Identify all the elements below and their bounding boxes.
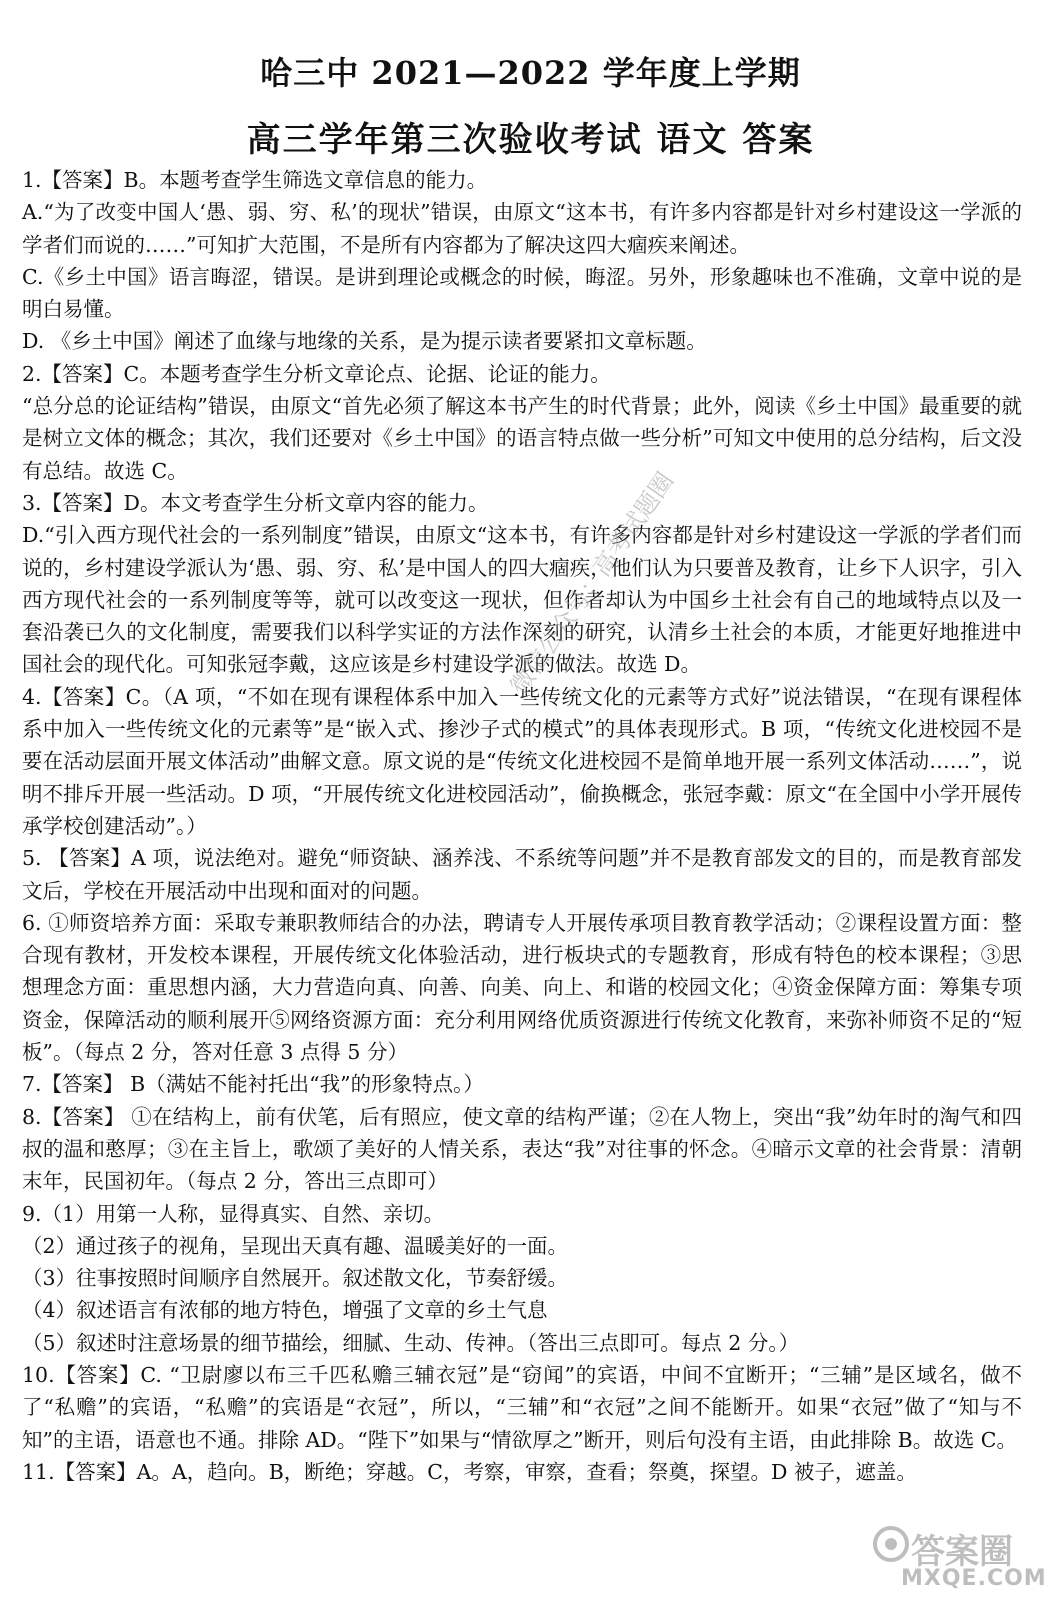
answer-paragraph: 3.【答案】D。本文考查学生分析文章内容的能力。 <box>22 490 489 515</box>
answer-paragraph: D.“引入西方现代社会的一系列制度”错误，由原文“这本书，有许多内容都是针对乡村建设这一学派的学者们而说的，乡村建设学派认为‘愚、弱、穷、私’是中国人的四大痼疾，他们认为只要普及教育，让乡下人识字，引入西方现代社会的一系列制度等等，就可以改变这一现状，但作者却认为中国乡土社会有自己的地域特点以及一套沿袭已久的文化制度，需要我们以科学实证的方法作深刻的研究，认清乡土社会的本质，才能更好地推进中国社会的现代化。可知张冠李戴，这应该是乡村建设学派的做法。故选 D。 <box>22 523 1022 677</box>
answer-body <box>22 164 1022 1488</box>
answer-paragraph: 2.【答案】C。本题考查学生分析文章论点、论据、论证的能力。 <box>22 361 611 386</box>
logo-domain: MXQE.COM <box>901 1566 1047 1591</box>
watermark: 微信公众号：高考试题圈 <box>504 467 680 700</box>
answer-paragraph: 4.【答案】C。（A 项，“不如在现有课程体系中加入一些传统文化的元素等方式好”说法错误，“在现有课程体系中加入一些传统文化的元素等”是“嵌入式、掺沙子式的模式”的具体表现形式。B 项，“传统文化进校园不是要在活动层面开展文体活动”曲解文意。原文说的是“传统文化进校园不是简单地开展一系列文体活动……”，说明不排斥开展一些活动。D 项，“开展传统文化进校园活动”，偷换概念，张冠李戴：原文“在全国中小学开展传承学校创建活动”。） <box>22 684 1022 838</box>
answer-paragraph: D. 《乡土中国》阐述了血缘与地缘的关系，是为提示读者要紧扣文章标题。 <box>22 329 707 354</box>
answer-paragraph: （4）叙述语言有浓郁的地方特色，增强了文章的乡土气息 <box>22 1298 548 1323</box>
answer-paragraph: 10.【答案】C. “卫尉廖以布三千匹私赡三辅衣冠”是“窃闻”的宾语，中间不宜断开；“三辅”是区域名，做不了“私赡”的宾语，“私赡”的宾语是“衣冠”，所以，“三辅”和“衣冠”之间不能断开。如果“衣冠”做了“知与不知”的主语，语意也不通。排除 AD。“陛下”如果与“情欲厚之”断开，则后句没有主语，由此排除 B。故选 C。 <box>22 1362 1022 1452</box>
answer-paragraph: 11.【答案】A。A，趋向。B，断绝；穿越。C，考察，审察，查看；祭奠，探望。D 被子，遮盖。 <box>22 1459 917 1484</box>
answer-paragraph: 5. 【答案】A 项，说法绝对。避免“师资缺、涵养浅、不系统等问题”并不是教育部发文的目的，而是教育部发文后，学校在开展活动中出现和面对的问题。 <box>22 846 1022 903</box>
answer-paragraph: A.“为了改变中国人‘愚、弱、穷、私’的现状”错误，由原文“这本书，有许多内容都是针对乡村建设这一学派的学者们而说的……”可知扩大范围，不是所有内容都为了解决这四大痼疾来阐述。 <box>22 200 1022 257</box>
answer-paragraph: （5）叙述时注意场景的细节描绘，细腻、生动、传神。（答出三点即可。每点 2 分。） <box>22 1330 800 1355</box>
answer-paragraph: C.《乡土中国》语言晦涩，错误。是讲到理论或概念的时候，晦涩。另外，形象趣味也不准确，文章中说的是明白易懂。 <box>22 264 1022 322</box>
answer-paragraph: 8.【答案】 ①在结构上，前有伏笔，后有照应，使文章的结构严谨；②在人物上，突出“我”幼年时的淘气和四叔的温和憨厚；③在主旨上，歌颂了美好的人情关系，表达“我”对往事的怀念。④暗示文章的社会背景：清朝末年，民国初年。（每点 2 分，答出三点即可） <box>22 1104 1022 1194</box>
logo-mark-icon <box>871 1524 911 1564</box>
answer-paragraph: 7.【答案】 B（满姑不能衬托出“我”的形象特点。） <box>22 1072 484 1097</box>
answer-paragraph: （2）通过孩子的视角，呈现出天真有趣、温暖美好的一面。 <box>22 1233 569 1258</box>
document-subtitle: 高三学年第三次验收考试 语文 答案 <box>246 120 815 160</box>
answer-paragraph: 6. ①师资培养方面：采取专兼职教师结合的办法，聘请专人开展传承项目教育教学活动；②课程设置方面：整合现有教材，开发校本课程，开展传统文化体验活动，进行板块式的专题教育，形成有特色的校本课程；③思想理念方面：重思想内涵，大力营造向真、向善、向美、向上、和谐的校园文化；④资金保障方面：筹集专项资金，保障活动的顺利展开⑤网络资源方面：充分利用网络优质资源进行传统文化教育，来弥补师资不足的“短板”。（每点 2 分，答对任意 3 点得 5 分） <box>22 910 1022 1065</box>
answer-paragraph: （3）往事按照时间顺序自然展开。叙述散文化，节奏舒缓。 <box>22 1266 569 1291</box>
answer-paragraph: “总分总的论证结构”错误，由原文“首先必须了解这本书产生的时代背景；此外，阅读《乡土中国》最重要的就是树立文体的概念；其次，我们还要对《乡土中国》的语言特点做一些分析”可知文中使用的总分结构，后文没有总结。故选 C。 <box>22 394 1022 483</box>
answer-paragraph: 9.（1）用第一人称，显得真实、自然、亲切。 <box>22 1201 445 1226</box>
answer-paragraph: 1.【答案】B。本题考查学生筛选文章信息的能力。 <box>22 168 488 192</box>
logo-text: 答案圈 <box>911 1532 1013 1572</box>
document-title: 哈三中 2021—2022 学年度上学期 <box>260 54 801 92</box>
site-logo <box>871 1524 1047 1594</box>
